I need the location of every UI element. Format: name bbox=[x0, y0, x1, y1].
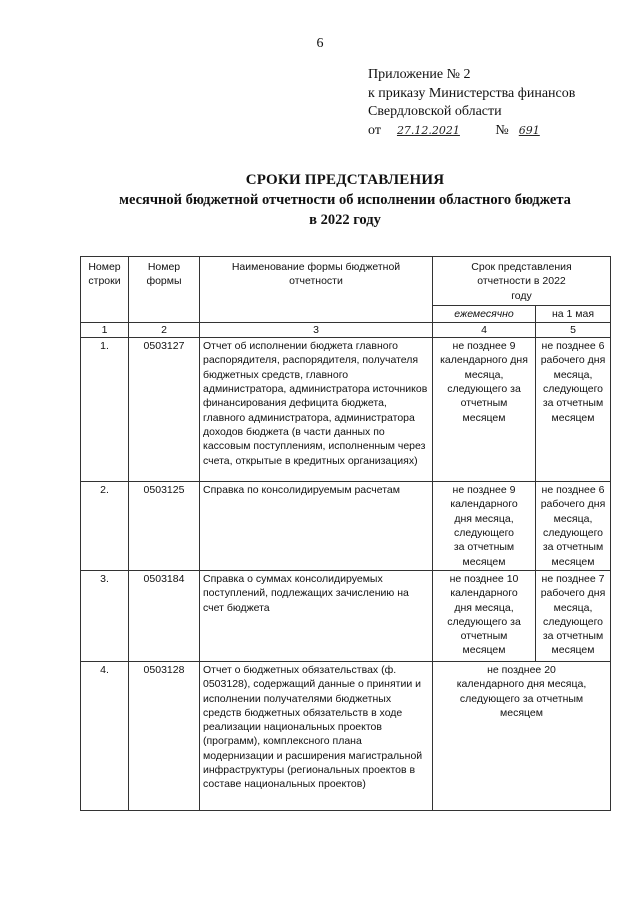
col-number: 2 bbox=[129, 323, 200, 338]
deadline-merged: не позднее 20 календарного дня месяца, следующего за отчетным месяцем bbox=[433, 661, 611, 810]
title-line-3: в 2022 году bbox=[309, 212, 381, 228]
row-number: 2. bbox=[81, 482, 129, 571]
title-line-1: СРОКИ ПРЕДСТАВЛЕНИЯ bbox=[245, 172, 445, 188]
from-label: от bbox=[368, 122, 381, 138]
deadlines-table bbox=[80, 256, 611, 811]
header-monthly: ежемесячно bbox=[433, 305, 536, 322]
form-name: Справка по консолидируемым расчетам bbox=[200, 482, 433, 571]
deadline-may1: не позднее 6 рабочего дня месяца, следующего за отчетным месяцем bbox=[536, 338, 611, 482]
title-line-2: месячной бюджетной отчетности об исполнении областного бюджета bbox=[119, 192, 571, 208]
col-number: 1 bbox=[81, 323, 129, 338]
form-number: 0503125 bbox=[129, 482, 200, 571]
appendix-line-3: Свердловской области bbox=[368, 104, 502, 119]
deadline-may1: не позднее 6 рабочего дня месяца, следующего за отчетным месяцем bbox=[536, 482, 611, 571]
deadline-monthly: не позднее 9 календарного дня месяца, следующего за отчетным месяцем bbox=[433, 482, 536, 571]
column-numbers-row bbox=[81, 323, 611, 338]
row-number: 4. bbox=[81, 661, 129, 810]
col-number: 3 bbox=[200, 323, 433, 338]
document-title bbox=[40, 170, 640, 230]
deadline-may1: не позднее 7 рабочего дня месяца, следующего за отчетным месяцем bbox=[536, 570, 611, 661]
appendix-line-1: Приложение № 2 bbox=[368, 67, 471, 82]
header-deadline: Срок представления отчетности в 2022 году bbox=[433, 257, 611, 306]
form-number: 0503128 bbox=[129, 661, 200, 810]
table-row bbox=[81, 661, 611, 810]
header-form-name: Наименование формы бюджетной отчетности bbox=[200, 257, 433, 323]
col-number: 4 bbox=[433, 323, 536, 338]
appendix-line-2: к приказу Министерства финансов bbox=[368, 85, 576, 101]
deadline-monthly: не позднее 9 календарного дня месяца, следующего за отчетным месяцем bbox=[433, 338, 536, 482]
header-row bbox=[81, 257, 611, 306]
appendix-date-line bbox=[368, 122, 628, 141]
table-row bbox=[81, 338, 611, 482]
form-name: Справка о суммах консолидируемых поступлений, подлежащих зачислению на счет бюджета bbox=[200, 570, 433, 661]
form-name: Отчет о бюджетных обязательствах (ф. 0503128), содержащий данные о принятии и исполнении получателями бюджетных средств бюджетных обязательств в ходе реализации национальных проектов (программ), комплексного плана модернизации и расширения магистральной инфраструктуры (региональных проектов в составе национальных проектов) bbox=[200, 661, 433, 810]
header-form-number: Номер формы bbox=[129, 257, 200, 323]
form-number: 0503127 bbox=[129, 338, 200, 482]
handwritten-date: 27.12.2021 bbox=[396, 123, 460, 137]
appendix-block bbox=[368, 66, 628, 140]
form-number: 0503184 bbox=[129, 570, 200, 661]
row-number: 3. bbox=[81, 570, 129, 661]
deadline-monthly: не позднее 10 календарного дня месяца, следующего за отчетным месяцем bbox=[433, 570, 536, 661]
number-label: № bbox=[495, 122, 509, 138]
header-row-number: Номер строки bbox=[81, 257, 129, 323]
handwritten-number: 691 bbox=[518, 123, 540, 137]
form-name: Отчет об исполнении бюджета главного распорядителя, распорядителя, получателя бюджетных средств, главного администратора, администратора источников финансирования дефицита бюджета, главного администратора, администратора доходов бюджета (в части данных по кассовым поступлениям, исполненным через счета, открытые в кредитных организациях) bbox=[200, 338, 433, 482]
page-number: 6 bbox=[316, 36, 324, 51]
table-row bbox=[81, 570, 611, 661]
row-number: 1. bbox=[81, 338, 129, 482]
col-number: 5 bbox=[536, 323, 611, 338]
header-may1: на 1 мая bbox=[536, 305, 611, 322]
table-row bbox=[81, 482, 611, 571]
